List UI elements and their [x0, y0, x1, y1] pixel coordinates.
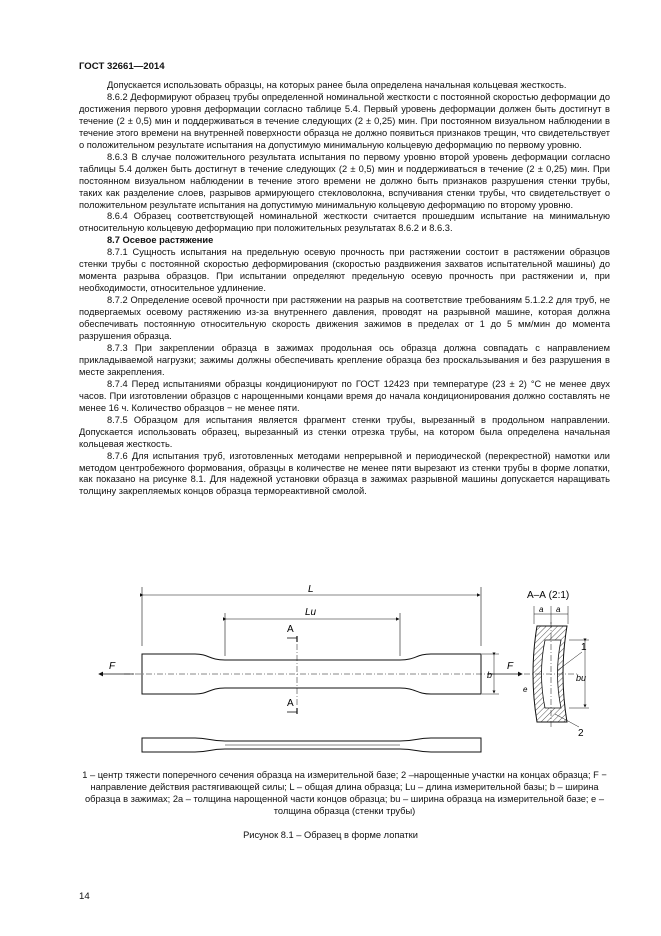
- page-number: 14: [79, 891, 90, 902]
- label-a-left: а: [539, 605, 544, 614]
- figure-legend: 1 – центр тяжести поперечного сечения образца на измерительной базе; 2 –нарощенные участки на концах образца; F − направление действия растягивающей силы; L – общая длина образца; Lu – длина измерительной базы; b – ширина образца в зажимах; 2a – толщина нарощенной части концов образца; bu – ширина образца на измерительной базе; e – толщина образца (стенки трубы): [82, 770, 607, 816]
- label-L: L: [308, 584, 314, 595]
- paragraph: 8.6.4 Образец соответствующей номинальной жесткости считается прошедшим испытание на минимальную относительную кольцевую деформацию при положительных результатах 8.6.2 и 8.6.3.: [79, 211, 610, 234]
- label-Lu: Lu: [305, 607, 317, 618]
- document-header: ГОСТ 32661—2014: [79, 61, 165, 72]
- label-e: е: [523, 685, 528, 694]
- paragraph: 8.7.5 Образцом для испытания является фрагмент стенки трубы, вырезанный в продольном направлении. Допускается использовать образец, вырезанный из стенки отрезка трубы, на котором была определена начальная кольцевая жесткость.: [79, 414, 610, 449]
- label-A-bottom: A: [287, 698, 294, 709]
- section-title: А–А (2:1): [527, 590, 570, 601]
- section-marker-A: [287, 624, 297, 714]
- label-bu: bu: [576, 673, 587, 683]
- label-A-top: A: [287, 624, 294, 635]
- paragraph: 8.6.2 Деформируют образец трубы определенной номинальной жесткости с постоянной скоростью деформации до достижения первого уровня деформации согласно таблице 5.4. Первый уровень деформации должен быть достигнут в течение (2 ± 0,5) мин и поддерживаться в течение следующих (2 ± 0,25) мин. При постоянном визуальном наблюдении в течение этого времени на внутренней поверхности образца не должно появиться признаков трещин, что свидетельствует о положительном результате испытания на допустимую минимальную кольцевую деформацию по первому уровню.: [79, 91, 610, 150]
- paragraph: 8.7.4 Перед испытаниями образцы кондиционируют по ГОСТ 12423 при температуре (23 ± 2) °С не менее двух часов. При изготовлении образцов с нарощенными концами время до начала кондиционирования должно составлять не менее 16 ч. Количество образцов − не менее пяти.: [79, 378, 610, 413]
- paragraph: 8.7.1 Сущность испытания на предельную осевую прочность при растяжении состоит в растяжении образцов стенки трубы с постоянной скоростью деформирования (скоростью раздвижения захватов испытательной машины) до момента разрыва образцов. При испытании определяют предельную осевую прочность при растяжении и, при необходимости, относительное удлинение.: [79, 247, 610, 294]
- label-F-left: F: [109, 661, 116, 672]
- specimen-drawing: [79, 584, 610, 756]
- body-text: [79, 80, 610, 498]
- dimension-Lu: [225, 607, 400, 656]
- figure-title: Рисунок 8.1 – Образец в форме лопатки: [243, 830, 418, 840]
- paragraph: 8.7.3 При закреплении образца в зажимах продольная ось образца должна совпадать с направлением прикладываемой нагрузки; зажимы должны обеспечивать крепление образца без проскальзывания и без разрушения в месте закрепления.: [79, 342, 610, 377]
- section-heading: 8.7 Осевое растяжение: [107, 235, 214, 246]
- paragraph: Допускается использовать образцы, на которых ранее была определена начальная кольцевая жесткость.: [107, 80, 567, 90]
- specimen-figure: [79, 584, 610, 756]
- paragraph: 8.7.6 Для испытания труб, изготовленных методами непрерывной и периодической (перекрестной) намотки или методом центробежного формования, образцы в количестве не менее пяти вырезают из стенки трубы в форме лопатки, как показано на рисунке 8.1. Для надежной установки образца в зажимах разрывной машины допускается наращивать толщину закрепляемых концов образца термореактивной смолой.: [79, 450, 610, 497]
- label-a-right: а: [556, 605, 561, 614]
- paragraph: 8.6.3 В случае положительного результата испытания по первому уровню второй уровень деформации согласно таблицы 5.4 должен быть достигнут в течение следующих (2 ± 0,5) мин и поддерживаться в течение (2 ± 0,25) мин. При постоянном визуальном наблюдении в течение этого времени не должно быть признаков разрушения стенки трубы, таких как разделение слоев, разрывов армирующего стекловолокна, вспучивания стенки трубы, что свидетельствует о положительном результате испытания на допустимую минимальную кольцевую деформацию по второму уровню.: [79, 151, 610, 210]
- callout-2: 2: [578, 728, 584, 739]
- paragraph: 8.7.2 Определение осевой прочности при растяжении на разрыв на соответствие требованиям 5.1.2.2 для труб, не подвергаемых осевому растяжению из-за внутреннего давления, проводят на разрывной машине, которая должна обеспечивать постоянную относительную скорость движения зажимов в пределах от 1 до 5 мм/мин до момента разрушения образца.: [79, 295, 610, 342]
- callout-1: 1: [581, 642, 587, 653]
- label-F-right: F: [507, 661, 514, 672]
- label-b: b: [487, 670, 493, 680]
